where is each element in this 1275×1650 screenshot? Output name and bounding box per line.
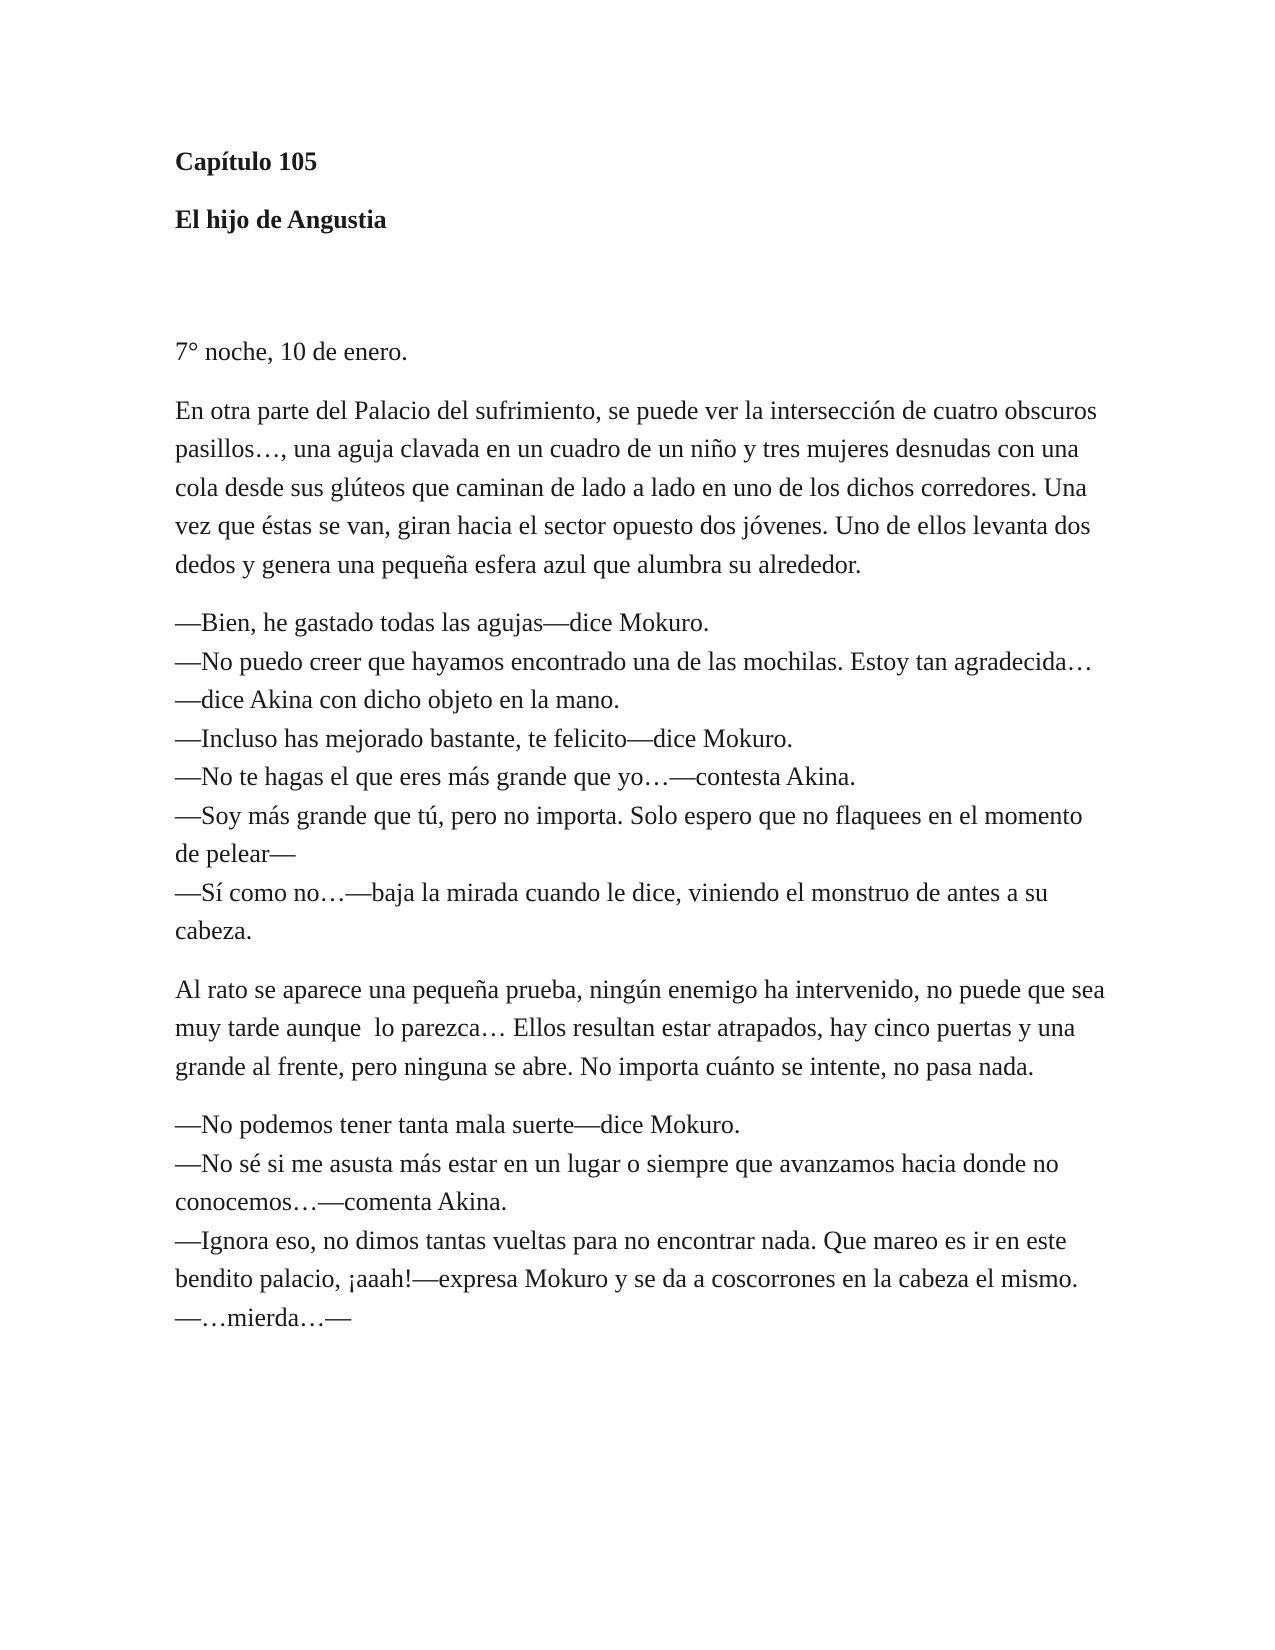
dialogue-line: —Soy más grande que tú, pero no importa. Solo espero que no flaquees en el momento de pelear—: [175, 800, 1083, 868]
dialogue-block: [175, 1106, 1105, 1337]
date-line: 7° noche, 10 de enero.: [175, 337, 408, 366]
dialogue-line: —No sé si me asusta más estar en un lugar o siempre que avanzamos hacia donde no conocemos…—comenta Akina.: [175, 1148, 1059, 1216]
dialogue-line: —No te hagas el que eres más grande que yo…—contesta Akina.: [175, 762, 856, 791]
dialogue-line: —…mierda…—: [175, 1302, 352, 1332]
dialogue-line: —Ignora eso, no dimos tantas vueltas para no encontrar nada. Que mareo es ir en este bendito palacio, ¡aaah!—expresa Mokuro y se da a coscorrones en la cabeza el mismo.: [175, 1225, 1079, 1293]
dialogue-block: [175, 604, 1105, 951]
narration-paragraph: Al rato se aparece una pequeña prueba, ningún enemigo ha intervenido, no puede que sea muy tarde aunque lo parezca… Ellos resultan estar atrapados, hay cinco puertas y una grande al frente, pero ninguna se abre. No importa cuánto se intente, no pasa nada.: [175, 974, 1112, 1081]
chapter-title: El hijo de Angustia: [175, 205, 387, 234]
document-page: [175, 145, 1112, 1357]
dialogue-line: —No podemos tener tanta mala suerte—dice Mokuro.: [175, 1110, 741, 1139]
dialogue-line: —Sí como no…—baja la mirada cuando le dice, viniendo el monstruo de antes a su cabeza.: [175, 877, 1048, 945]
dialogue-line: —No puedo creer que hayamos encontrado una de las mochilas. Estoy tan agradecida…—dice Akina con dicho objeto en la mano.: [175, 646, 1093, 714]
chapter-number: Capítulo 105: [175, 147, 318, 176]
dialogue-line: —Incluso has mejorado bastante, te felicito—dice Mokuro.: [175, 723, 794, 753]
dialogue-line: —Bien, he gastado todas las agujas—dice Mokuro.: [175, 608, 710, 637]
narration-paragraph: En otra parte del Palacio del sufrimiento, se puede ver la intersección de cuatro obscuros pasillos…, una aguja clavada en un cuadro de un niño y tres mujeres desnudas con una cola desde sus glúteos que caminan de lado a lado en uno de los dichos corredores. Una vez que éstas se van, giran hacia el sector opuesto dos jóvenes. Uno de ellos levanta dos dedos y genera una pequeña esfera azul que alumbra su alrededor.: [175, 395, 1104, 579]
